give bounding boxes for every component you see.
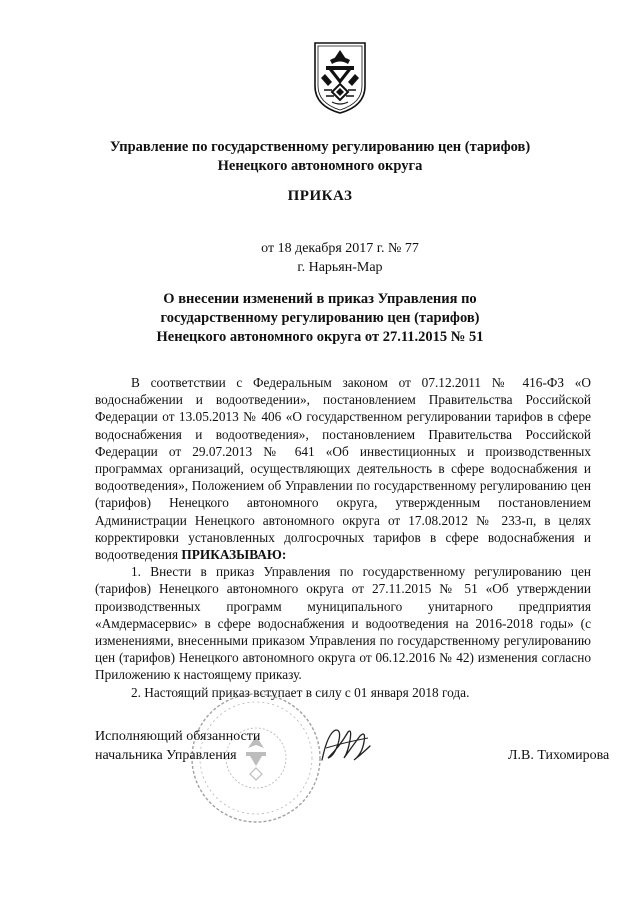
subject-line3: Ненецкого автономного округа от 27.11.2015 № 51 (156, 329, 484, 345)
agency-name (60, 138, 580, 176)
signer-position-line2: начальника Управления (95, 748, 237, 763)
agency-name-line2: Ненецкого автономного округа (217, 158, 423, 174)
date-block (220, 239, 460, 277)
subject-line1: О внесении изменений в приказ Управления по (163, 291, 477, 307)
handwritten-signature-icon (318, 722, 374, 768)
agency-name-line1: Управление по государственному регулированию цен (тарифов) (109, 139, 531, 155)
signer-position (95, 727, 260, 765)
order-word: ПРИКАЗЫВАЮ: (181, 547, 287, 563)
subject-line2: государственному регулированию цен (тарифов) (160, 310, 480, 326)
order-item-2: 2. Настоящий приказ вступает в силу с 01 января 2018 года. (131, 684, 470, 700)
city: г. Нарьян-Мар (297, 260, 383, 275)
preamble-text: В соответствии с Федеральным законом от 07.12.2011 № 416-ФЗ «О водоснабжении и водоотведении», постановлением Правительства Российской Федерации от 13.05.2013 № 406 «О государственном регулировании тарифов в сфере водоснабжения и водоотведения», постановлением Правительства Российской Федерации от 29.07.2013 № 641 «Об инвестиционных и производственных программах организаций, осуществляющих деятельность в сфере водоснабжения и водоотведения», Положением об Управлении по государственному регулированию цен (тарифов) Ненецкого автономного округа, утвержденным постановлением Администрации Ненецкого автономного округа от 17.08.2012 № 233-п, в целях корректировки установленных долгосрочных тарифов в сфере водоснабжения и водоотведения (95, 375, 591, 563)
signer-position-line1: Исполняющий обязанности (95, 729, 261, 744)
document-type-title: ПРИКАЗ (287, 188, 353, 204)
coat-of-arms-icon (312, 40, 368, 116)
date-number: от 18 декабря 2017 г. № 77 (261, 241, 419, 256)
preamble-paragraph (95, 374, 591, 563)
document-body (95, 374, 591, 701)
order-item-1: 1. Внести в приказ Управления по государственному регулированию цен (тарифов) Ненецкого автономного округа от 27.11.2015 № 51 «Об утверждении производственных программ муниципального унитарного предприятия «Амдермасервис» в сфере водоснабжения и водоотведения на 2016-2018 годы» (с изменениями, внесенными приказом Управления по государственному регулированию цен (тарифов) Ненецкого автономного округа от 06.12.2016 № 42) изменения согласно Приложению к настоящему приказу. (95, 564, 591, 683)
signer-name: Л.В. Тихомирова (508, 748, 610, 763)
document-subject (60, 290, 580, 347)
